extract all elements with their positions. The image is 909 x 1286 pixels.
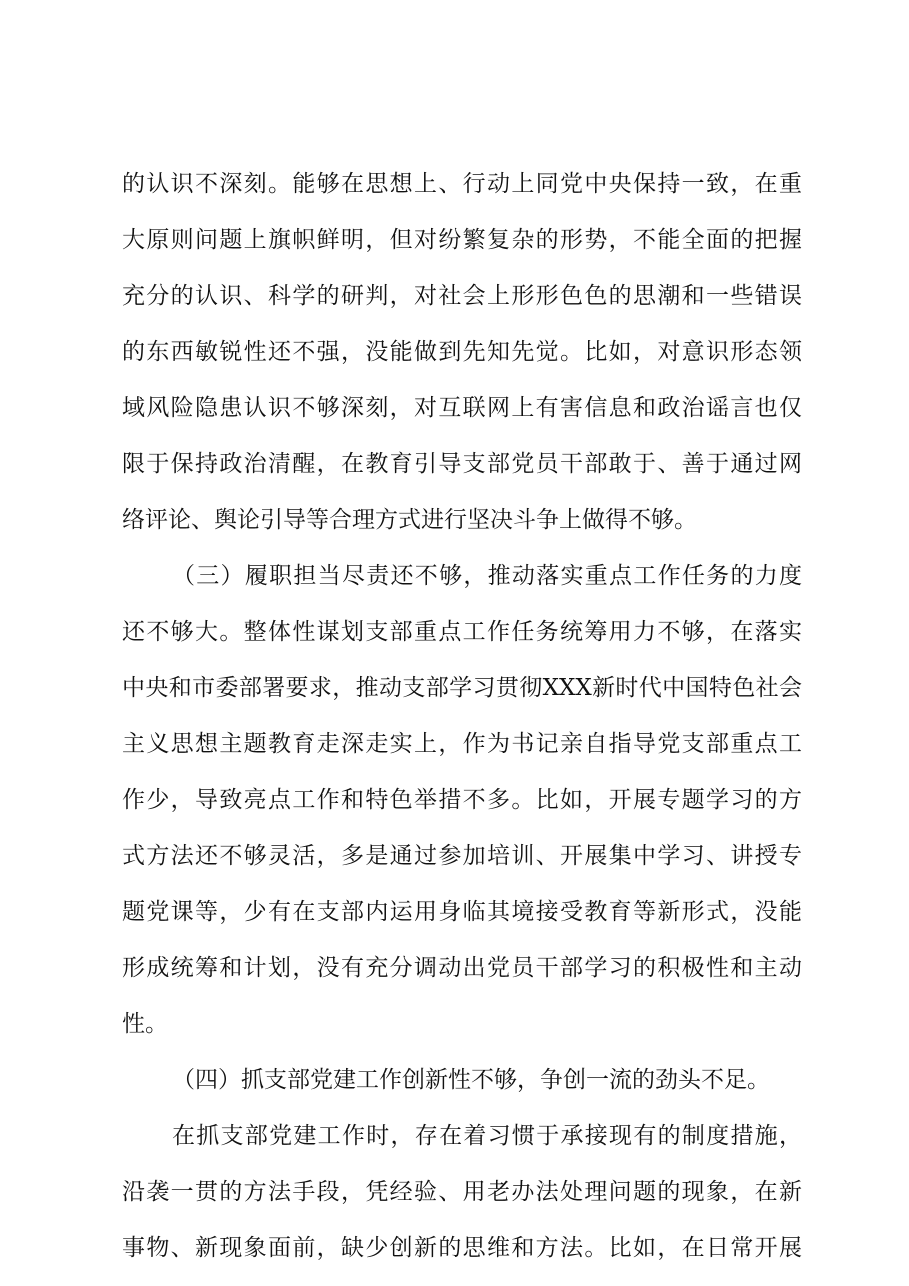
paragraph-line: 的认识不深刻。能够在思想上、行动上同党中央保持一致，在重 xyxy=(122,171,802,197)
paragraph-line: 形成统筹和计划，没有充分调动出党员干部学习的积极性和主动 xyxy=(122,955,802,981)
paragraph-line: 还不够大。整体性谋划支部重点工作任务统筹用力不够，在落实 xyxy=(122,619,802,645)
paragraph-line: 络评论、舆论引导等合理方式进行坚决斗争上做得不够。 xyxy=(122,507,697,533)
section-heading-three: （三）履职担当尽责还不够，推动落实重点工作任务的力度 xyxy=(172,563,802,589)
paragraph-line: 作少，导致亮点工作和特色举措不多。比如，开展专题学习的方 xyxy=(122,787,802,813)
paragraph-line: 沿袭一贯的方法手段，凭经验、用老办法处理问题的现象，在新 xyxy=(122,1179,802,1205)
paragraph-line: 域风险隐患认识不够深刻，对互联网上有害信息和政治谣言也仅 xyxy=(122,395,802,421)
paragraph-line: 式方法还不够灵活，多是通过参加培训、开展集中学习、讲授专 xyxy=(122,843,802,869)
paragraph-line: 题党课等，少有在支部内运用身临其境接受教育等新形式，没能 xyxy=(122,899,802,925)
paragraph-line: 主义思想主题教育走深走实上，作为书记亲自指导党支部重点工 xyxy=(122,731,802,757)
paragraph-line: 性。 xyxy=(122,1011,168,1037)
paragraph-line: 中央和市委部署要求，推动支部学习贯彻XXX新时代中国特色社会 xyxy=(122,675,802,701)
section-heading-four: （四）抓支部党建工作创新性不够，争创一流的劲头不足。 xyxy=(172,1067,770,1093)
paragraph-line: 限于保持政治清醒，在教育引导支部党员干部敢于、善于通过网 xyxy=(122,451,802,477)
paragraph-line: 在抓支部党建工作时，存在着习惯于承接现有的制度措施， xyxy=(172,1123,802,1149)
paragraph-line: 的东西敏锐性还不强，没能做到先知先觉。比如，对意识形态领 xyxy=(122,339,802,365)
paragraph-line: 事物、新现象面前，缺少创新的思维和方法。比如，在日常开展 xyxy=(122,1235,802,1261)
paragraph-line: 充分的认识、科学的研判，对社会上形形色色的思潮和一些错误 xyxy=(122,283,802,309)
paragraph-line: 大原则问题上旗帜鲜明，但对纷繁复杂的形势，不能全面的把握 xyxy=(122,227,802,253)
